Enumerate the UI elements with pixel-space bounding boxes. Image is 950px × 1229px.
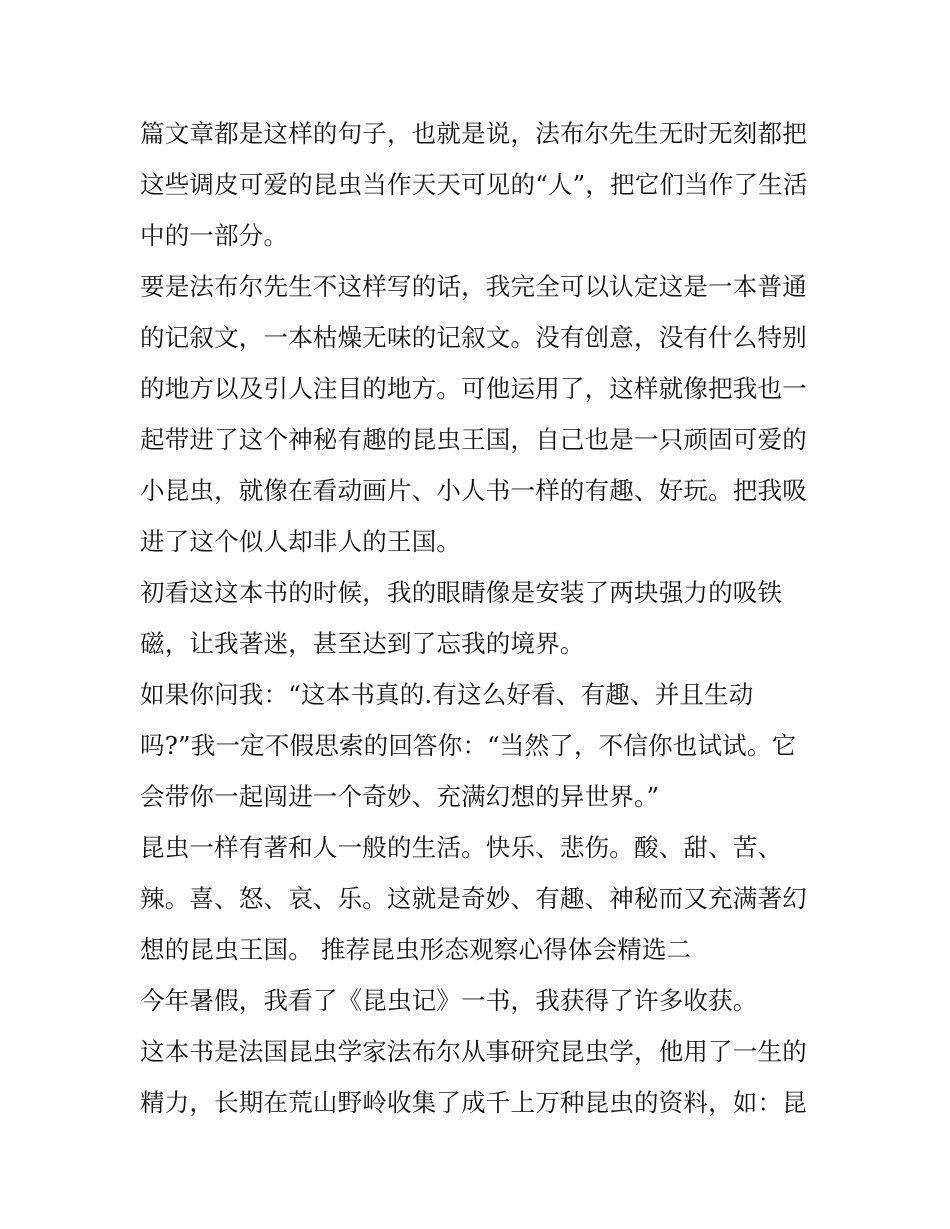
text-line: 磁，让我著迷，甚至达到了忘我的境界。 <box>140 629 585 658</box>
text-line: 中的一部分。 <box>140 221 289 250</box>
text-line: 这些调皮可爱的昆虫当作天天可见的“人”，把它们当作了生活 <box>140 170 808 199</box>
text-line: 辣。喜、怒、哀、乐。这就是奇妙、有趣、神秘而又充满著幻 <box>140 884 807 913</box>
text-line: 要是法布尔先生不这样写的话，我完全可以认定这是一本普通 <box>140 272 807 301</box>
text-line: 的记叙文，一本枯燥无味的记叙文。没有创意，没有什么特别 <box>140 323 807 352</box>
text-line: 今年暑假，我看了《昆虫记》一书，我获得了许多收获。 <box>140 986 758 1015</box>
text-line: 的地方以及引人注目的地方。可他运用了，这样就像把我也一 <box>140 374 807 403</box>
text-line: 小昆虫，就像在看动画片、小人书一样的有趣、好玩。把我吸 <box>140 476 807 505</box>
text-line: 起带进了这个神秘有趣的昆虫王国，自己也是一只顽固可爱的 <box>140 425 807 454</box>
text-line: 会带你一起闯进一个奇妙、充满幻想的异世界。” <box>140 782 660 811</box>
text-line: 篇文章都是这样的句子，也就是说，法布尔先生无时无刻都把 <box>140 119 807 148</box>
document-text <box>140 108 820 1128</box>
text-line: 进了这个似人却非人的王国。 <box>140 527 462 556</box>
text-line: 吗?”我一定不假思索的回答你：“当然了，不信你也试试。它 <box>140 731 797 760</box>
text-line: 如果你问我：“这本书真的.有这么好看、有趣、并且生动 <box>140 680 754 709</box>
text-line: 精力，长期在荒山野岭收集了成千上万种昆虫的资料，如：昆 <box>140 1088 807 1117</box>
text-line: 昆虫一样有著和人一般的生活。快乐、悲伤。酸、甜、苦、 <box>140 833 783 862</box>
text-line: 这本书是法国昆虫学家法布尔从事研究昆虫学，他用了一生的 <box>140 1037 807 1066</box>
text-line: 想的昆虫王国。 推荐昆虫形态观察心得体会精选二 <box>140 935 692 964</box>
text-line: 初看这这本书的时候，我的眼睛像是安装了两块强力的吸铁 <box>140 578 783 607</box>
